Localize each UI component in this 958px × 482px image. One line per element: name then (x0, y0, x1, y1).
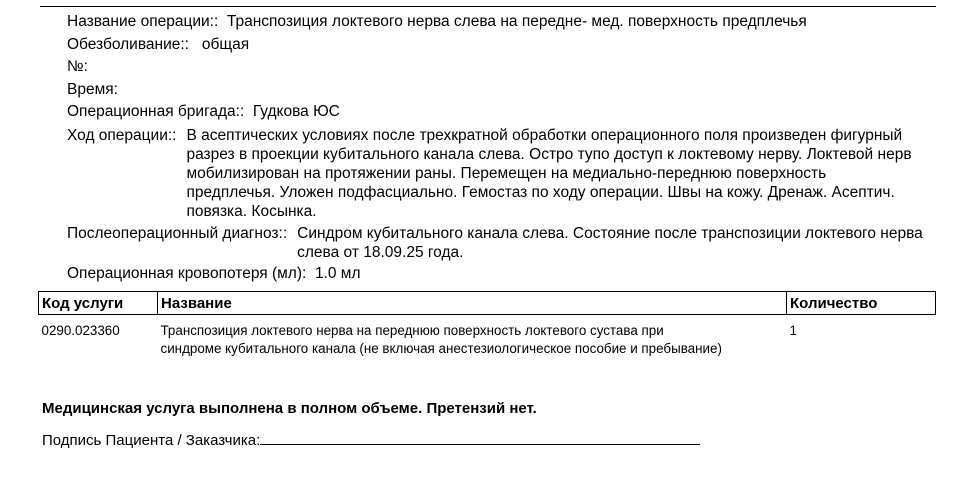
diagnosis-row (67, 224, 937, 262)
anesthesia-row (67, 35, 249, 55)
operation-name-label: Название операции:: (67, 13, 219, 30)
table-header-row (39, 292, 936, 315)
anesthesia-label: Обезболивание:: (67, 36, 189, 53)
number-label: №: (67, 58, 88, 75)
table-row (39, 315, 936, 358)
header-name: Название (158, 292, 787, 315)
signature-row (42, 428, 700, 449)
bloodloss-row (67, 264, 361, 284)
operation-name-row (67, 12, 807, 32)
signature-label: Подпись Пациента / Заказчика: (42, 432, 261, 449)
cell-code: 0290.023360 (41, 323, 120, 338)
signature-line[interactable] (260, 428, 700, 445)
team-row (67, 102, 340, 122)
bloodloss-label: Операционная кровопотеря (мл): (67, 265, 307, 282)
header-qty: Количество (787, 292, 936, 315)
time-row (67, 80, 118, 100)
operation-name-value: Транспозиция локтевого нерва слева на передне- мед. поверхность предплечья (226, 13, 807, 30)
bloodloss-value: 1.0 мл (314, 265, 361, 282)
cell-qty: 1 (789, 323, 797, 338)
course-label: Ход операции:: (67, 127, 177, 144)
top-rule (40, 6, 936, 7)
cell-name: Транспозиция локтевого нерва на переднюю поверхность локтевого сустава при синдроме кубитального канала (не включая анестезиологическое пособие и пребывание) (160, 323, 722, 356)
time-label: Время: (67, 81, 118, 98)
header-code: Код услуги (39, 292, 158, 315)
anesthesia-value: общая (201, 36, 250, 53)
course-value: В асептических условиях после трехкратной обработки операционного поля произведен фигурный разрез в проекции кубитального канала слева. Остро тупо доступ к локтевому нерву. Локтевой нерв мобилизирован на протяжении раны. Перемещен на медиально-переднюю поверхность предплечья. Уложен подфасциально. Гемостаз по ходу операции. Швы на кожу. Дренаж. Асептич. повязка. Косынка. (186, 127, 912, 220)
team-value: Гудкова ЮС (252, 103, 340, 120)
course-row (67, 126, 927, 221)
completion-notice: Медицинская услуга выполнена в полном объеме. Претензий нет. (42, 400, 537, 417)
team-label: Операционная бригада:: (67, 103, 245, 120)
diagnosis-value: Синдром кубитального канала слева. Состояние после транспозиции локтевого нерва слева от 18.09.25 года. (297, 225, 923, 261)
diagnosis-label: Послеоперационный диагноз:: (67, 225, 288, 242)
services-table (38, 291, 936, 357)
number-row (67, 57, 88, 77)
